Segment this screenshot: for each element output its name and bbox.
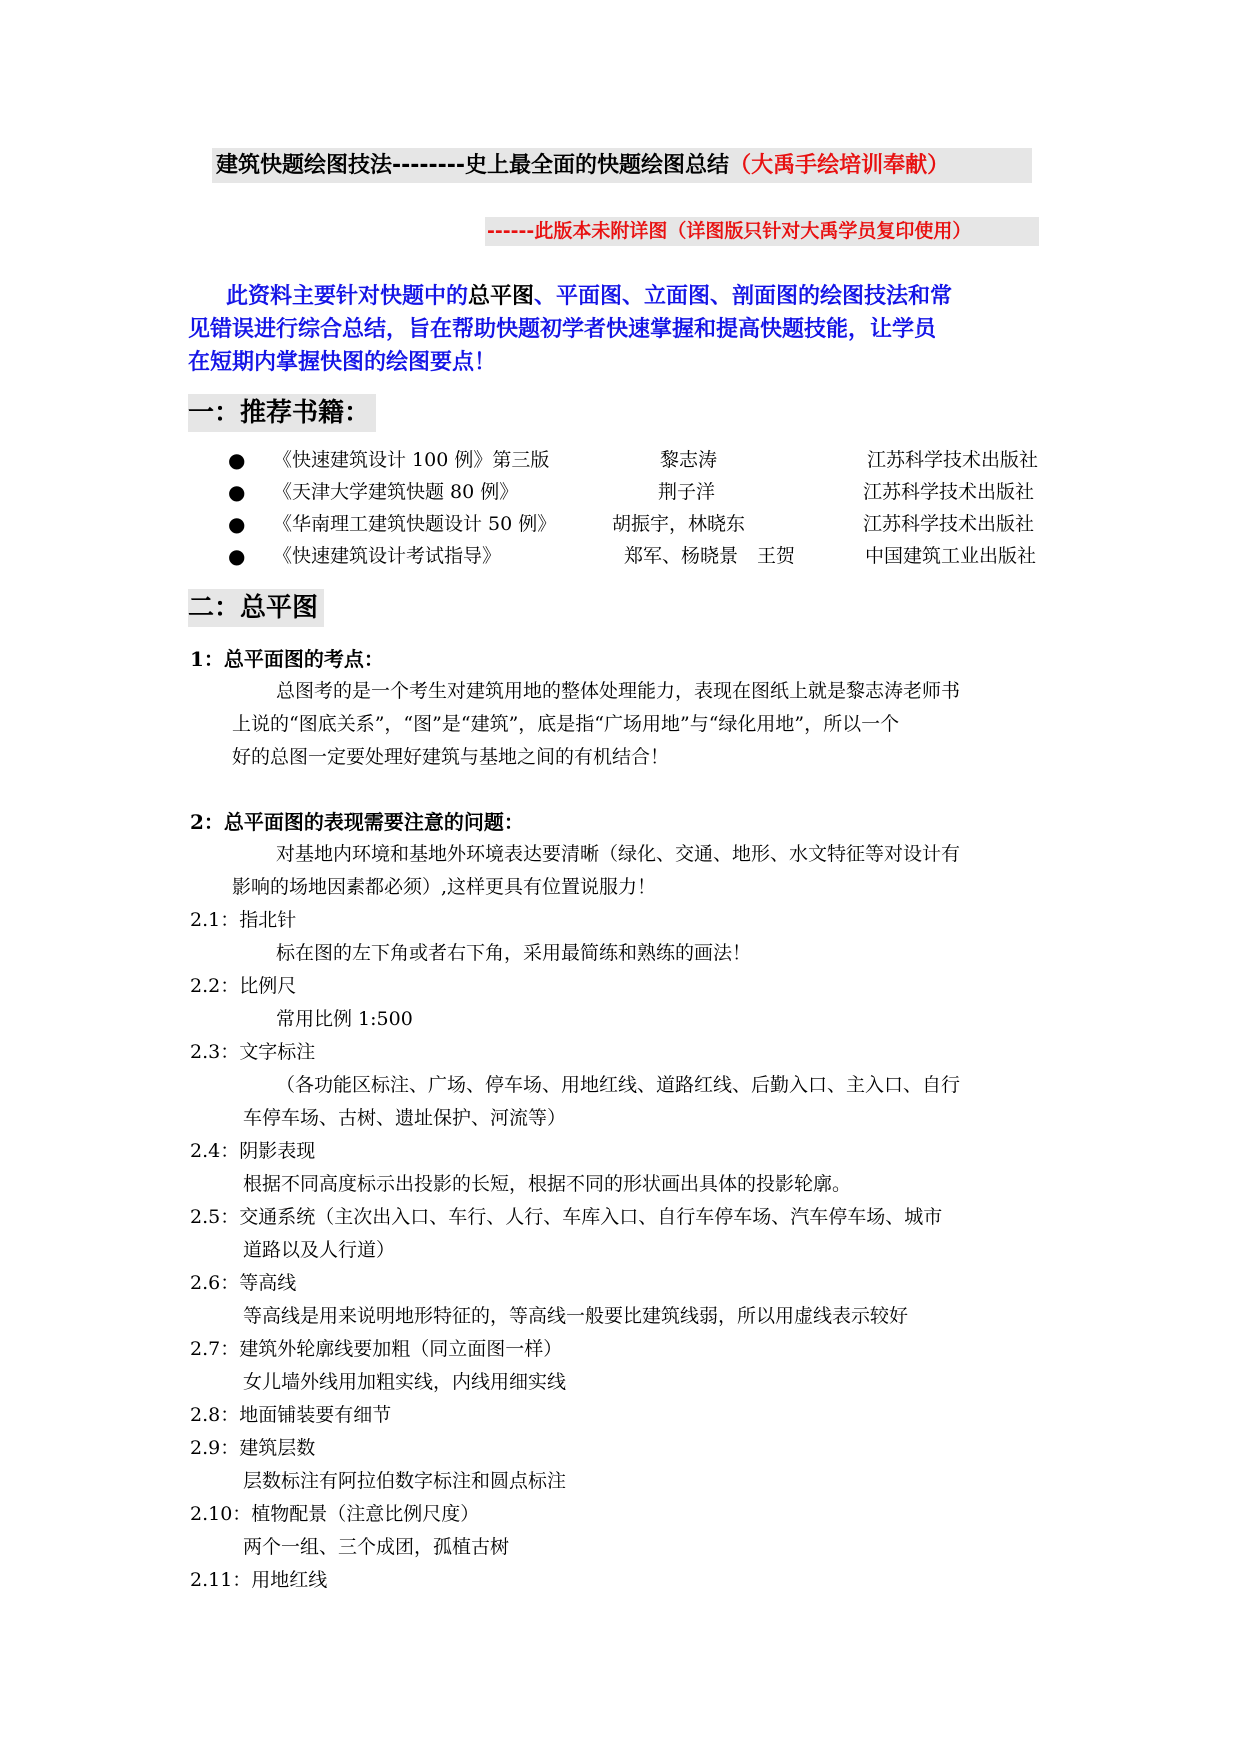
book-publisher: 江苏科学技术出版社: [863, 481, 1035, 503]
book-list-item: [0, 543, 1241, 569]
list-item-label: 2.2：比例尺: [190, 975, 297, 997]
list-item-detail: 两个一组、三个成团，孤植古树: [243, 1536, 510, 1558]
list-item-label: 2.8：地面铺装要有细节: [190, 1404, 392, 1426]
book-author: 黎志涛: [660, 449, 718, 471]
list-item-detail: 标在图的左下角或者右下角，采用最简练和熟练的画法！: [276, 942, 752, 964]
list-item-label: 2.1：指北针: [190, 909, 297, 931]
list-item-detail: （各功能区标注、广场、停车场、用地红线、道路红线、后勤入口、主入口、自行: [276, 1074, 961, 1096]
book-list-item: [0, 511, 1241, 537]
title-credit: （大禹手绘培训奉献）: [729, 153, 950, 178]
list-item-detail: 层数标注有阿拉伯数字标注和圆点标注: [243, 1470, 567, 1492]
list-item-detail: 常用比例 1:500: [276, 1008, 413, 1030]
intro-text: 、平面图、立面图、剖面图的绘图技法和常: [534, 284, 953, 309]
list-item-label: 2.10：植物配景（注意比例尺度）: [190, 1503, 480, 1525]
book-title: 《快速建筑设计 100 例》第三版: [273, 449, 550, 471]
book-publisher: 江苏科学技术出版社: [863, 513, 1035, 535]
list-item-detail: 车停车场、古树、遗址保护、河流等）: [243, 1107, 567, 1129]
list-item-label: 2.9：建筑层数: [190, 1437, 316, 1459]
intro-line-2: 见错误进行综合总结，旨在帮助快题初学者快速掌握和提高快题技能，让学员: [188, 317, 937, 342]
book-author: 荆子洋: [658, 481, 716, 503]
list-item-label: 2.7：建筑外轮廓线要加粗（同立面图一样）: [190, 1338, 563, 1360]
list-item-label: 2.6：等高线: [190, 1272, 297, 1294]
book-author: 郑军、杨晓景 王贺: [624, 545, 796, 567]
book-publisher: 江苏科学技术出版社: [867, 449, 1039, 471]
body-text: 上说的“图底关系”，“图”是“建筑”，底是指“广场用地”与“绿化用地”，所以一个: [232, 713, 900, 735]
list-item-detail: 道路以及人行道）: [243, 1239, 396, 1261]
book-title: 《快速建筑设计考试指导》: [273, 545, 502, 567]
document-title: [212, 148, 1032, 183]
body-text: 对基地内环境和基地外环境表达要清晰（绿化、交通、地形、水文特征等对设计有: [276, 843, 961, 865]
body-text: 影响的场地因素都必须）,这样更具有位置说服力！: [232, 876, 657, 898]
intro-line-3: 在短期内掌握快图的绘图要点！: [188, 350, 497, 375]
book-title: 《华南理工建筑快题设计 50 例》: [273, 513, 557, 535]
subsection-heading: 1：总平面图的考点：: [190, 647, 384, 671]
intro-highlight: 总平图: [468, 284, 535, 309]
section-heading-books: 一：推荐书籍：: [188, 394, 376, 432]
list-item-label: 2.4：阴影表现: [190, 1140, 316, 1162]
bullet-icon: ●: [228, 480, 246, 504]
section-heading-site-plan: 二：总平图: [188, 589, 324, 627]
subsection-heading: 2：总平面图的表现需要注意的问题：: [190, 810, 524, 834]
book-author: 胡振宇，林晓东: [612, 513, 746, 535]
book-publisher: 中国建筑工业出版社: [865, 545, 1037, 567]
list-item-detail: 女儿墙外线用加粗实线，内线用细实线: [243, 1371, 567, 1393]
list-item-label: 2.3：文字标注: [190, 1041, 316, 1063]
title-main: 建筑快题绘图技法--------史上最全面的快题绘图总结: [216, 153, 730, 178]
list-item-detail: 根据不同高度标示出投影的长短，根据不同的形状画出具体的投影轮廓。: [243, 1173, 852, 1195]
bullet-icon: ●: [228, 512, 246, 536]
body-text: 好的总图一定要处理好建筑与基地之间的有机结合！: [232, 746, 670, 768]
document-subtitle: ------此版本未附详图（详图版只针对大禹学员复印使用）: [485, 217, 1039, 246]
book-title: 《天津大学建筑快题 80 例》: [273, 481, 519, 503]
book-list-item: [0, 479, 1241, 505]
bullet-icon: ●: [228, 544, 246, 568]
body-text: 总图考的是一个考生对建筑用地的整体处理能力，表现在图纸上就是黎志涛老师书: [276, 680, 961, 702]
intro-text: 此资料主要针对快题中的: [226, 284, 469, 309]
intro-line-1: [188, 280, 1096, 313]
list-item-detail: 等高线是用来说明地形特征的，等高线一般要比建筑线弱，所以用虚线表示较好: [243, 1305, 909, 1327]
book-list-item: [0, 447, 1241, 473]
list-item-label: 2.5：交通系统（主次出入口、车行、人行、车库入口、自行车停车场、汽车停车场、城市: [190, 1206, 943, 1228]
list-item-label: 2.11：用地红线: [190, 1569, 328, 1591]
bullet-icon: ●: [228, 448, 246, 472]
